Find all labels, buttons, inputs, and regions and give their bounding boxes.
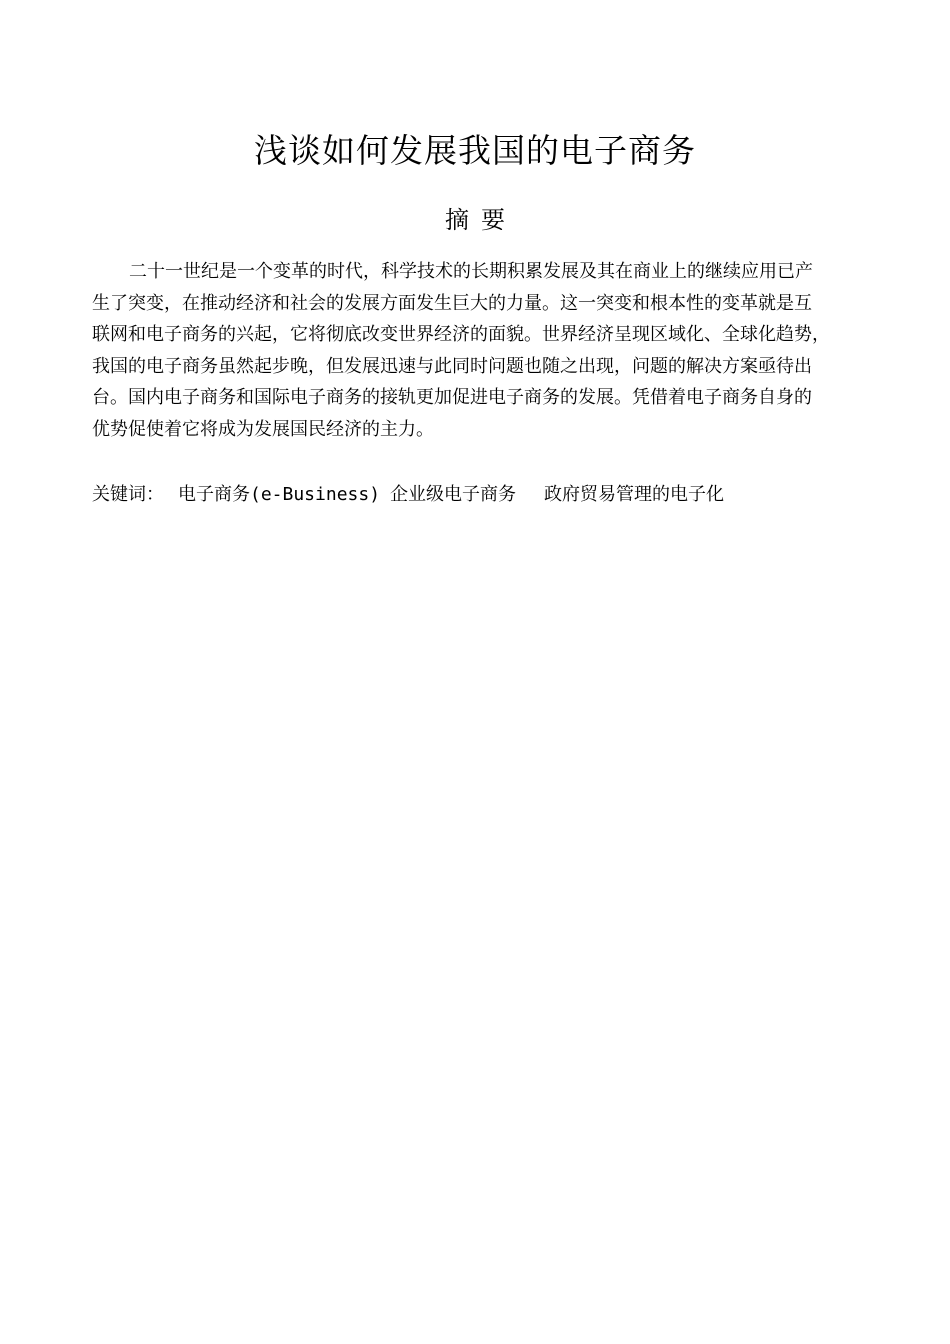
keywords-label: 关键词： — [92, 484, 164, 505]
abstract-paragraph — [92, 256, 868, 445]
abstract-heading-char: 摘 — [445, 206, 469, 234]
abstract-line: 优势促使着它将成为发展国民经济的主力。 — [92, 418, 434, 440]
keyword-item: 企业级电子商务 — [390, 484, 517, 505]
abstract-heading-char: 要 — [481, 206, 505, 234]
page-title: 浅谈如何发展我国的电子商务 — [254, 131, 696, 170]
keyword-item: 电子商务(e-Business) — [178, 484, 381, 505]
abstract-heading — [0, 203, 950, 237]
abstract-line: 联网和电子商务的兴起，它将彻底改变世界经济的面貌。世界经济呈现区域化、全球化趋势， — [92, 324, 830, 345]
keywords-row — [92, 481, 868, 509]
abstract-line: 我国的电子商务虽然起步晚，但发展迅速与此同时问题也随之出现，问题的解决方案亟待出 — [92, 355, 812, 377]
abstract-line: 二十一世纪是一个变革的时代，科学技术的长期积累发展及其在商业上的继续应用已产 — [129, 261, 813, 282]
abstract-line: 台。国内电子商务和国际电子商务的接轨更加促进电子商务的发展。凭借着电子商务自身的 — [92, 387, 812, 408]
abstract-line: 生了突变，在推动经济和社会的发展方面发生巨大的力量。这一突变和根本性的变革就是互 — [92, 292, 812, 314]
keyword-item: 政府贸易管理的电子化 — [544, 484, 725, 505]
